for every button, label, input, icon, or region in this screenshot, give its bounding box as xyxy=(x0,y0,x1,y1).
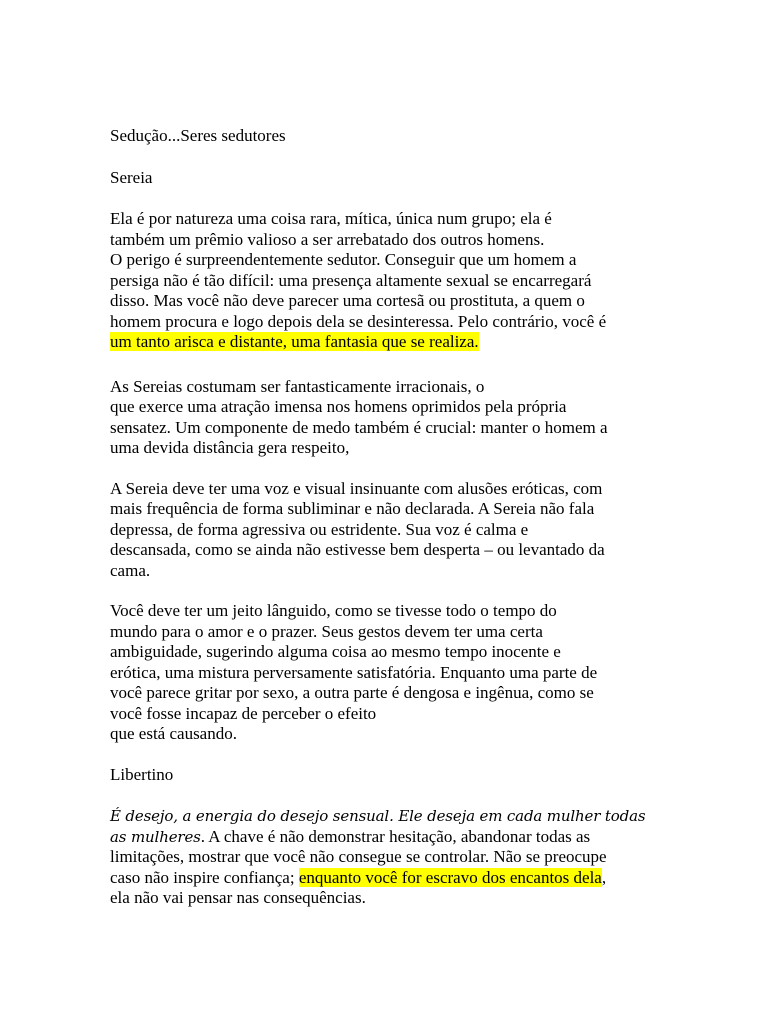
paragraph-spacer xyxy=(110,581,670,601)
document-page xyxy=(110,126,670,909)
paragraph-line: As Sereias costumam ser fantasticamente irracionais, o xyxy=(110,376,485,396)
paragraph-line xyxy=(110,827,670,848)
paragraph-line xyxy=(110,868,670,889)
paragraph-line: erótica, uma mistura perversamente satisfatória. Enquanto uma parte de xyxy=(110,662,598,682)
paragraph-line xyxy=(110,806,670,827)
paragraph-line: depressa, de forma agressiva ou estridente. Sua voz é calma e xyxy=(110,519,529,539)
document-title: Sedução...Seres sedutores xyxy=(110,126,286,145)
paragraph-3 xyxy=(110,479,670,582)
paragraph-line: você fosse incapaz de perceber o efeito xyxy=(110,703,377,723)
section-heading-sereia: Sereia xyxy=(110,167,153,187)
paragraph-line: que exerce uma atração imensa nos homens oprimidos pela própria xyxy=(110,397,567,416)
paragraph-line: Ela é por natureza uma coisa rara, mítica, única num grupo; ela é xyxy=(110,209,552,228)
paragraph-line: você parece gritar por sexo, a outra parte é dengosa e ingênua, como se xyxy=(110,683,594,702)
section-heading-libertino: Libertino xyxy=(110,764,174,784)
paragraph-line: persiga não é tão difícil: uma presença altamente sexual se encarregará xyxy=(110,270,592,290)
paragraph-line: O perigo é surpreendentemente sedutor. Conseguir que um homem a xyxy=(110,250,577,269)
italic-quote: as mulheres xyxy=(110,827,201,846)
paragraph-text: , xyxy=(601,867,607,887)
paragraph-line: também um prêmio valioso a ser arrebatado dos outros homens. xyxy=(110,229,545,249)
highlighted-text: enquanto você for escravo dos encantos dela xyxy=(298,867,602,887)
highlighted-text: um tanto arisca e distante, uma fantasia que se realiza. xyxy=(110,332,479,351)
paragraph-1 xyxy=(110,209,670,353)
italic-quote: É desejo, a energia do desejo sensual. Ele deseja em cada mulher todas xyxy=(110,807,646,825)
paragraph-2 xyxy=(110,377,670,459)
paragraph-text: caso não inspire confiança; xyxy=(110,867,299,887)
paragraph-spacer xyxy=(110,745,670,765)
paragraph-spacer xyxy=(110,353,670,377)
paragraph-line: uma devida distância gera respeito, xyxy=(110,438,350,457)
paragraph-4 xyxy=(110,601,670,745)
paragraph-text: . A chave é não demonstrar hesitação, abandonar todas as xyxy=(200,826,591,846)
paragraph-line: Você deve ter um jeito lânguido, como se tivesse todo o tempo do xyxy=(110,601,557,620)
paragraph-line: descansada, como se ainda não estivesse bem desperta – ou levantado da xyxy=(110,540,605,559)
paragraph-line: limitações, mostrar que você não consegue se controlar. Não se preocupe xyxy=(110,847,607,866)
paragraph-line: mais frequência de forma subliminar e não declarada. A Sereia não fala xyxy=(110,499,595,518)
paragraph-line: disso. Mas você não deve parecer uma cortesã ou prostituta, a quem o xyxy=(110,291,585,310)
paragraph-line: que está causando. xyxy=(110,724,237,743)
paragraph-line: ela não vai pensar nas consequências. xyxy=(110,888,366,907)
paragraph-line xyxy=(110,332,670,353)
paragraph-line: cama. xyxy=(110,560,151,580)
paragraph-line: homem procura e logo depois dela se desinteressa. Pelo contrário, você é xyxy=(110,311,607,331)
paragraph-5 xyxy=(110,806,670,909)
paragraph-line: A Sereia deve ter uma voz e visual insinuante com alusões eróticas, com xyxy=(110,478,603,498)
paragraph-line: sensatez. Um componente de medo também é crucial: manter o homem a xyxy=(110,417,608,437)
paragraph-spacer xyxy=(110,459,670,479)
paragraph-line: mundo para o amor e o prazer. Seus gestos devem ter uma certa xyxy=(110,621,543,641)
paragraph-line: ambiguidade, sugerindo alguma coisa ao mesmo tempo inocente e xyxy=(110,642,561,661)
